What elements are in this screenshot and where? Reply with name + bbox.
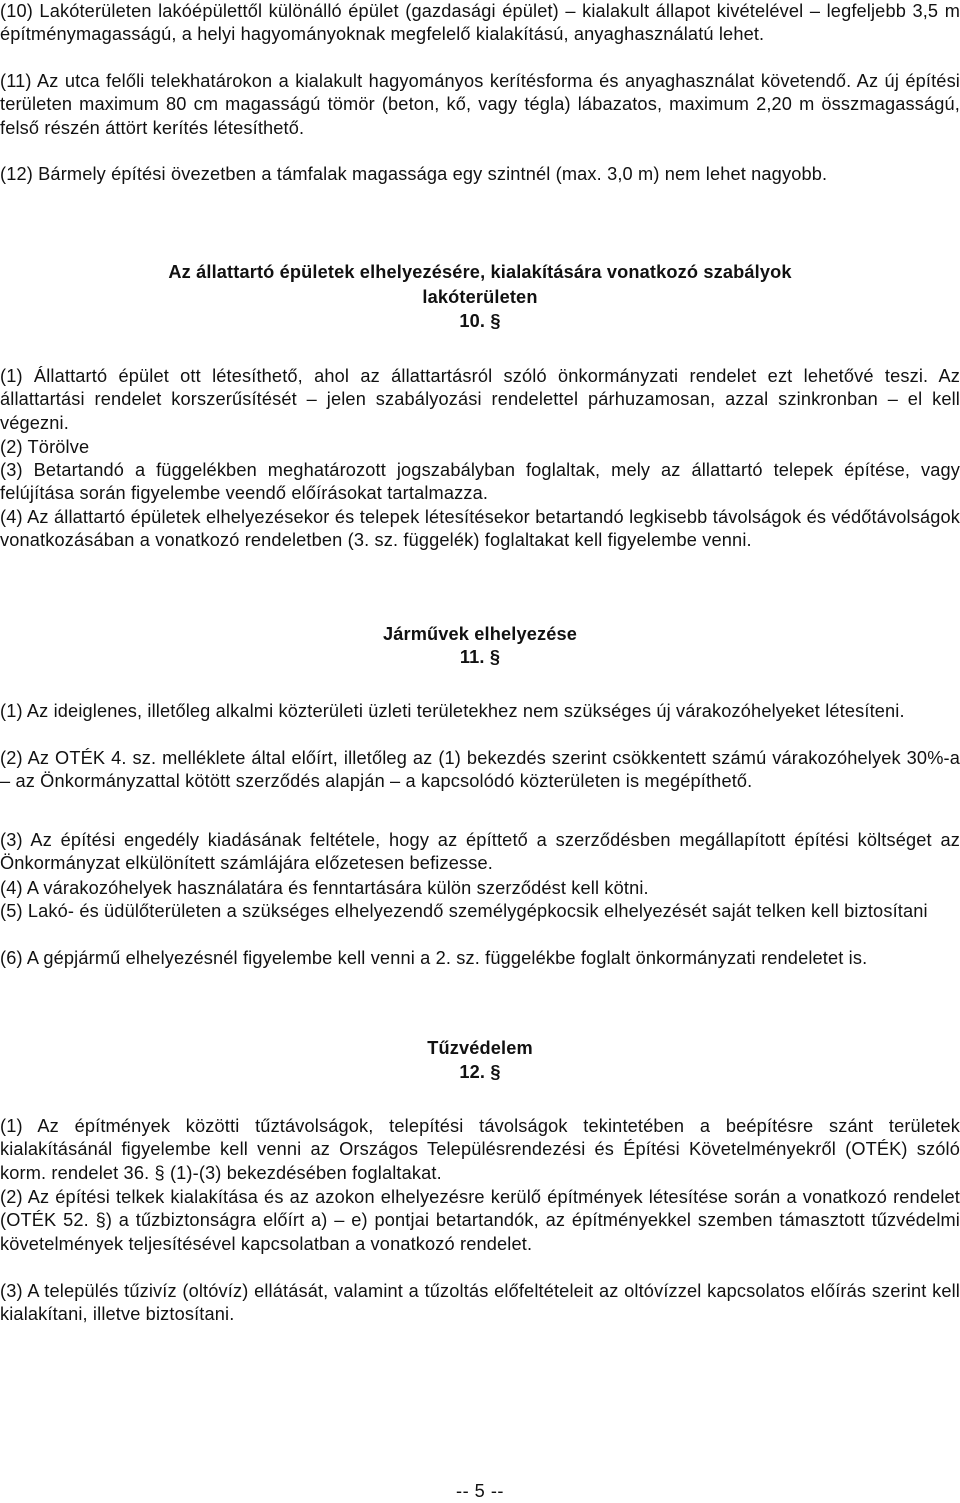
section-11-paragraph-1: (1) Az ideiglenes, illetőleg alkalmi közterületi üzleti területekhez nem szükséges új várakozóhelyeket létesíteni. [0, 701, 905, 721]
section-10-paragraph-1: (1) Állattartó épület ott létesíthető, ahol az állattartásról szóló önkormányzati rendelet ezt lehetővé teszi. Az állattartási rendelet korszerűsítését – jelen szabályozási rendelettel párhuzamosan, azzal szinkronban – el kell végezni. [0, 366, 960, 433]
page-number: -- 5 -- [456, 1481, 504, 1501]
section-12-paragraph-1: (1) Az építmények közötti tűztávolságok, telepítési távolságok tekintetében a beépítésre szánt területek kialakításánál figyelembe kell venni az Országos Településrendezési és Építési Követelményekről (OTÉK) szóló korm. rendelet 36. § (1)-(3) bekezdésében foglaltakat. [0, 1116, 960, 1183]
section-10-title-line2: lakóterületen [422, 287, 538, 307]
section-11-paragraph-2: (2) Az OTÉK 4. sz. melléklete által előírt, illetőleg az (1) bekezdés szerint csökkentett számú várakozóhelyek 30%-a – az Önkormányzattal kötött szerződés alapján – a kapcsolódó közterületen is megépíthető. [0, 748, 960, 792]
section-11-paragraph-3: (3) Az építési engedély kiadásának feltétele, hogy az építtető a szerződésben megállapított építési költséget az Önkormányzat elkülönített számlájára előzetesen befizesse. [0, 830, 960, 874]
paragraph-11: (11) Az utca felőli telekhatárokon a kialakult hagyományos kerítésforma és anyaghasználat követendő. Az új építési területen maximum 80 cm magasságú tömör (beton, kő, vagy tégla) lábazatos, maximum 2,20 m összmagasságú, felső részén áttört kerítés létesíthető. [0, 71, 960, 138]
section-10-paragraph-3: (3) Betartandó a függelékben meghatározott jogszabályban foglaltak, mely az állattartó telepek építése, vagy felújítása során figyelembe veendő előírásokat tartalmazza. [0, 460, 960, 504]
section-11-title: Járművek elhelyezése [382, 624, 578, 644]
section-10-title-line1: Az állattartó épületek elhelyezésére, kialakítására vonatkozó szabályok [168, 262, 792, 282]
section-12-paragraph-3: (3) A település tűzivíz (oltóvíz) ellátását, valamint a tűzoltás előfeltételeit az oltóvízzel kapcsolatos előírás szerint kell kialakítani, illetve biztosítani. [0, 1281, 960, 1325]
section-12-title: Tűzvédelem [427, 1038, 533, 1058]
paragraph-10: (10) Lakóterületen lakóépülettől különálló épület (gazdasági épület) – kialakult állapot kivételével – legfeljebb 3,5 m építménymagasságú, a helyi hagyományoknak megfelelő kialakítású, anyaghasználatú lehet. [0, 1, 960, 45]
section-10-paragraph-2: (2) Törölve [0, 437, 90, 457]
section-10-paragraph-4: (4) Az állattartó épületek elhelyezésekor és telepek létesítésekor betartandó legkisebb távolságok és védőtávolságok vonatkozásában a vonatkozó rendeletben (3. sz. függelék) foglaltakat kell figyelembe venni. [0, 507, 960, 551]
section-11-number: 11. § [459, 647, 501, 667]
section-11-paragraph-6: (6) A gépjármű elhelyezésnél figyelembe kell venni a 2. sz. függelékbe foglalt önkormányzati rendeletet is. [0, 948, 868, 968]
section-10-number: 10. § [459, 311, 501, 331]
section-12-paragraph-2: (2) Az építési telkek kialakítása és az azokon elhelyezésre kerülő építmények létesítése során a vonatkozó rendelet (OTÉK 52. §) a tűzbiztonságra előírt a) – e) pontjai betartandók, az építményekkel szemben támasztott tűzvédelmi követelmények teljesítésével kapcsolatban a vonatkozó rendelet. [0, 1187, 960, 1254]
section-12-number: 12. § [459, 1062, 501, 1082]
section-11-paragraph-5: (5) Lakó- és üdülőterületen a szükséges elhelyezendő személygépkocsik elhelyezését saját telken kell biztosítani [0, 901, 928, 921]
paragraph-12: (12) Bármely építési övezetben a támfalak magassága egy szintnél (max. 3,0 m) nem lehet nagyobb. [0, 164, 828, 184]
section-11-paragraph-4: (4) A várakozóhelyek használatára és fenntartására külön szerződést kell kötni. [0, 878, 649, 898]
